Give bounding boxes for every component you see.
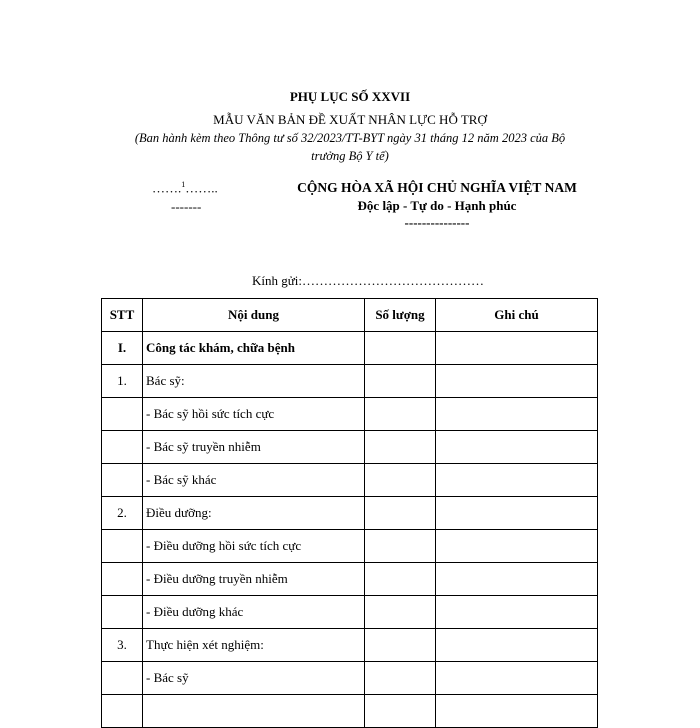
appendix-title: PHỤ LỤC SỐ XXVII — [289, 89, 411, 104]
row-content: - Điều dưỡng khác — [143, 596, 365, 629]
row-quantity-cell — [365, 398, 436, 431]
row-stt — [102, 398, 143, 431]
row-notes-cell — [436, 497, 598, 530]
row-quantity-cell — [365, 431, 436, 464]
row-quantity-cell — [365, 464, 436, 497]
table-row — [102, 563, 598, 596]
table-row — [102, 662, 598, 695]
table-header-row — [102, 299, 598, 332]
row-content: Thực hiện xét nghiệm: — [143, 629, 365, 662]
row-content: - Bác sỹ truyền nhiễm — [143, 431, 365, 464]
table-row — [102, 497, 598, 530]
row-stt — [102, 596, 143, 629]
row-quantity-cell — [365, 530, 436, 563]
row-notes-cell — [436, 332, 598, 365]
row-notes-cell — [436, 629, 598, 662]
row-notes-cell — [436, 695, 598, 728]
row-content: - Bác sỹ khác — [143, 464, 365, 497]
row-content: - Điều dưỡng truyền nhiễm — [143, 563, 365, 596]
table-row — [102, 596, 598, 629]
row-stt — [102, 464, 143, 497]
row-notes-cell — [436, 563, 598, 596]
greeting-line: Kính gửi:…………………………………… — [252, 273, 485, 288]
agency-name-placeholder — [152, 180, 218, 196]
row-notes-cell — [436, 596, 598, 629]
table-body — [102, 299, 598, 728]
form-title: MẪU VĂN BẢN ĐỀ XUẤT NHÂN LỰC HỖ TRỢ — [213, 112, 487, 127]
national-motto: Độc lập - Tự do - Hạnh phúc — [357, 198, 517, 213]
row-quantity-cell — [365, 332, 436, 365]
header-content: Nội dung — [143, 299, 365, 332]
row-stt — [102, 695, 143, 728]
header-stt: STT — [102, 299, 143, 332]
row-content: - Bác sỹ hồi sức tích cực — [143, 398, 365, 431]
staffing-table — [101, 298, 598, 728]
row-content: - Điều dưỡng hồi sức tích cực — [143, 530, 365, 563]
row-notes-cell — [436, 365, 598, 398]
header-notes: Ghi chú — [436, 299, 598, 332]
agency-dash-line: ------- — [171, 199, 202, 214]
header-quantity: Số lượng — [365, 299, 436, 332]
table-row — [102, 332, 598, 365]
row-stt: 3. — [102, 629, 143, 662]
table-row — [102, 530, 598, 563]
row-stt: 1. — [102, 365, 143, 398]
table-row — [102, 695, 598, 728]
row-stt — [102, 662, 143, 695]
row-content: Điều dưỡng: — [143, 497, 365, 530]
row-content: - Bác sỹ — [143, 662, 365, 695]
row-quantity-cell — [365, 365, 436, 398]
row-quantity-cell — [365, 596, 436, 629]
row-notes-cell — [436, 431, 598, 464]
issued-note-line1: (Ban hành kèm theo Thông tư số 32/2023/TT-BYT ngày 31 tháng 12 năm 2023 của Bộ — [134, 131, 566, 145]
table-row — [102, 365, 598, 398]
row-stt: I. — [102, 332, 143, 365]
row-quantity-cell — [365, 497, 436, 530]
row-stt — [102, 563, 143, 596]
row-notes-cell — [436, 464, 598, 497]
row-stt — [102, 530, 143, 563]
footnote-marker: 1 — [181, 180, 186, 189]
table-row — [102, 629, 598, 662]
row-quantity-cell — [365, 563, 436, 596]
issued-note-line2: trưởng Bộ Y tế) — [311, 149, 389, 163]
agency-placeholder-left: ……. — [152, 180, 182, 196]
row-stt: 2. — [102, 497, 143, 530]
table-row — [102, 398, 598, 431]
row-content: Công tác khám, chữa bệnh — [143, 332, 365, 365]
row-quantity-cell — [365, 695, 436, 728]
row-quantity-cell — [365, 662, 436, 695]
row-quantity-cell — [365, 629, 436, 662]
row-notes-cell — [436, 398, 598, 431]
motto-dash-line: --------------- — [404, 215, 470, 230]
row-notes-cell — [436, 530, 598, 563]
nation-name: CỘNG HÒA XÃ HỘI CHỦ NGHĨA VIỆT NAM — [297, 180, 577, 195]
row-stt — [102, 431, 143, 464]
row-content: Bác sỹ: — [143, 365, 365, 398]
agency-placeholder-right: …….. — [185, 180, 218, 196]
table-row — [102, 431, 598, 464]
table-row — [102, 464, 598, 497]
row-notes-cell — [436, 662, 598, 695]
row-content — [143, 695, 365, 728]
